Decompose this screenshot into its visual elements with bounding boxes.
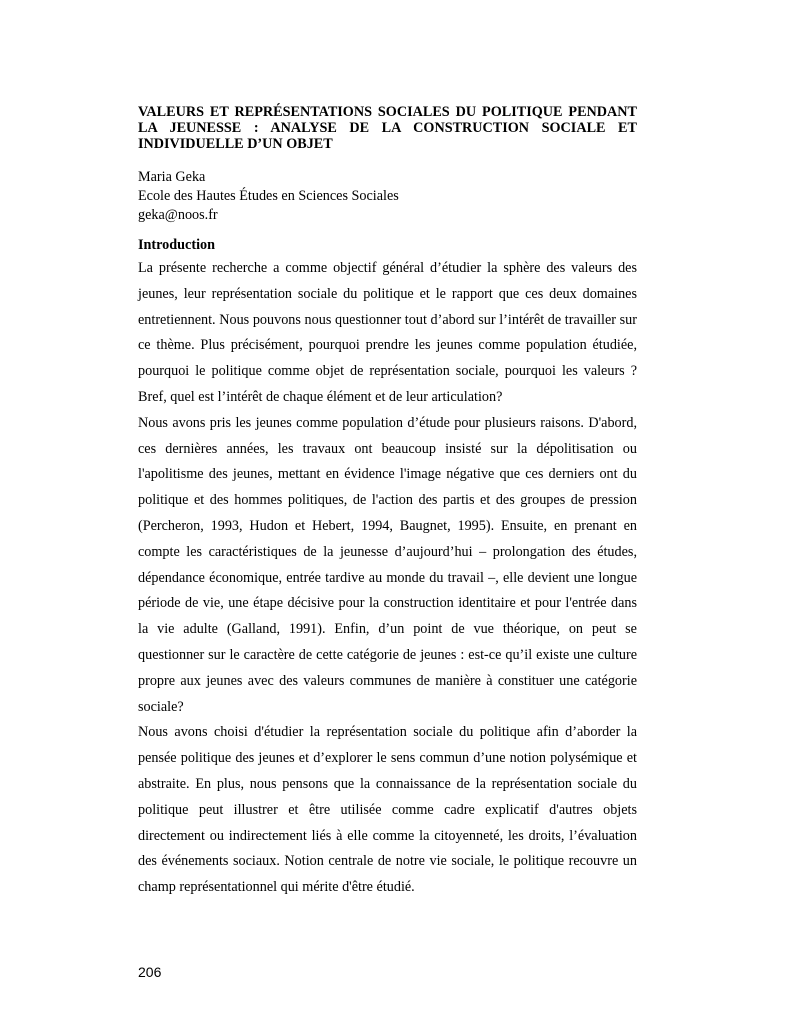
author-block xyxy=(138,168,637,225)
page-content xyxy=(138,104,637,901)
author-affiliation: Ecole des Hautes Études en Sciences Sociales xyxy=(138,188,399,204)
paragraph: Nous avons pris les jeunes comme population d’étude pour plusieurs raisons. D'abord, ces dernières années, les travaux ont beaucoup insisté sur la dépolitisation ou l'apolitisme des jeunes, mettant en évidence l'image négative que ces derniers ont du politique et des hommes politiques, de l'action des partis et des groupes de pression (Percheron, 1993, Hudon et Hebert, 1994, Baugnet, 1995). Ensuite, en prenant en compte les caractéristiques de la jeunesse d’aujourd’hui – prolongation des études, dépendance économique, entrée tardive au monde du travail –, elle devient une longue période de vie, une étape décisive pour la construction identitaire et pour l'entrée dans la vie adulte (Galland, 1991). Enfin, d’un point de vue théorique, on peut se questionner sur le caractère de cette catégorie de jeunes : est-ce qu’il existe une culture propre aux jeunes avec des valeurs communes de manière à constituer une catégorie sociale? xyxy=(138,414,637,715)
author-email: geka@noos.fr xyxy=(138,207,218,223)
paragraph: La présente recherche a comme objectif général d’étudier la sphère des valeurs des jeunes, leur représentation sociale du politique et le rapport que ces deux domaines entretiennent. Nous pouvons nous questionner tout d’abord sur l’intérêt de travailler sur ce thème. Plus précisément, pourquoi prendre les jeunes comme population étudiée, pourquoi le politique comme objet de représentation sociale, pourquoi les valeurs ? Bref, quel est l’intérêt de chaque élément et de leur articulation? xyxy=(138,260,637,405)
page-number: 206 xyxy=(138,964,162,980)
author-name: Maria Geka xyxy=(138,169,206,185)
paragraph: Nous avons choisi d'étudier la représentation sociale du politique afin d’aborder la pensée politique des jeunes et d’explorer le sens commun d’une notion polysémique et abstraite. En plus, nous pensons que la connaissance de la représentation sociale du politique peut illustrer et être utilisée comme cadre explicatif d'autres objets directement ou indirectement liés à elle comme la citoyenneté, les droits, l’évaluation des événements sociaux. Notion centrale de notre vie sociale, le politique recouvre un champ représentationnel qui mérite d'être étudié. xyxy=(138,724,637,896)
body-text xyxy=(138,256,637,901)
paper-title: VALEURS ET REPRÉSENTATIONS SOCIALES DU POLITIQUE PENDANT LA JEUNESSE : ANALYSE DE LA CONSTRUCTION SOCIALE ET INDIVIDUELLE D’UN OBJET xyxy=(138,104,637,152)
section-heading: Introduction xyxy=(138,237,215,253)
